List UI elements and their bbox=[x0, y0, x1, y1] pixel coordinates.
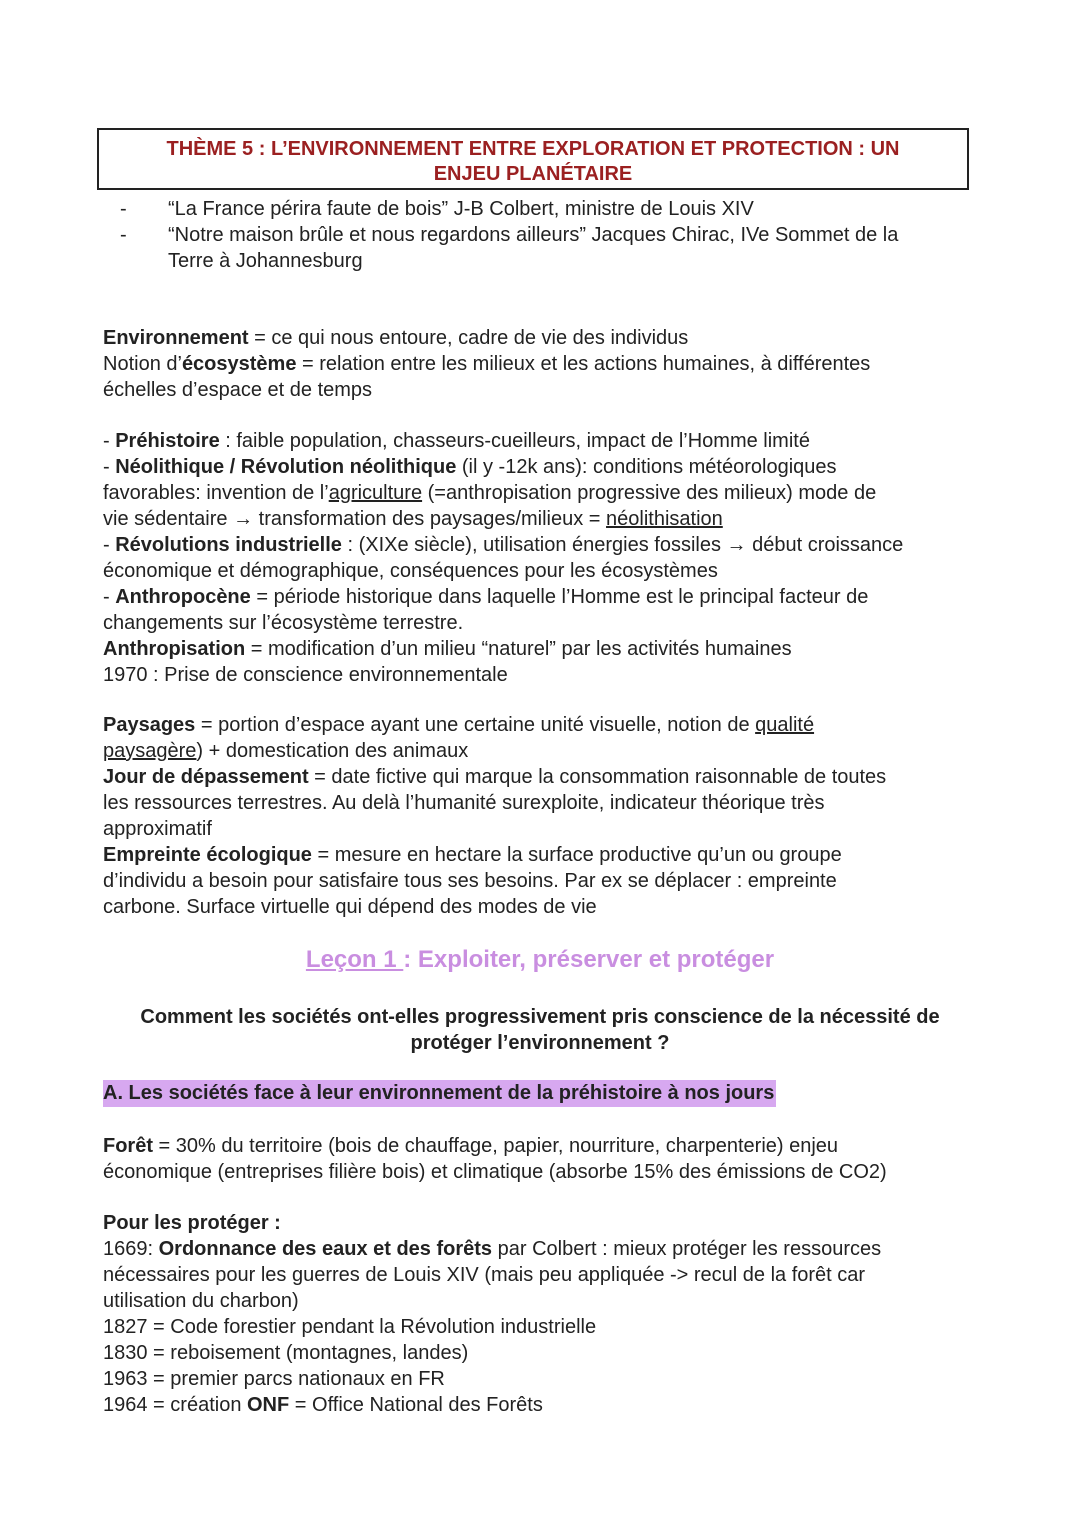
definition-environnement bbox=[103, 325, 983, 351]
term: Environnement bbox=[103, 327, 249, 349]
term: écosystème bbox=[181, 353, 297, 375]
definition-empreinte bbox=[103, 842, 983, 868]
text-line: 1970 : Prise de conscience environnementale bbox=[103, 664, 508, 686]
text-line: économique (entreprises filière bois) et climatique (absorbe 15% des émissions de CO2) bbox=[103, 1161, 887, 1183]
text-line: nécessaires pour les guerres de Louis XIV (mais peu appliquée -> recul de la forêt car bbox=[103, 1264, 866, 1286]
definition-text: = modification d’un milieu “naturel” par les activités humaines bbox=[245, 638, 792, 660]
term: Révolutions industrielle bbox=[115, 534, 342, 556]
underlined-term: paysagère bbox=[103, 740, 197, 762]
lesson-heading bbox=[0, 945, 1080, 975]
definition-text: = portion d’espace ayant une certaine unité visuelle, notion de bbox=[195, 714, 756, 736]
periods-list bbox=[103, 428, 983, 688]
text: - bbox=[103, 456, 116, 478]
text-line: utilisation du charbon) bbox=[103, 1290, 299, 1312]
period-anthropocene bbox=[103, 584, 983, 610]
term: Anthropisation bbox=[103, 638, 246, 660]
term: Forêt bbox=[103, 1135, 153, 1157]
underlined-term: agriculture bbox=[328, 482, 423, 504]
definition-ecosysteme bbox=[103, 351, 983, 377]
definition-text: : faible population, chasseurs-cueilleurs, impact de l’Homme limité bbox=[219, 430, 810, 452]
underlined-term: néolithisation bbox=[606, 508, 723, 530]
definition-text: = date fictive qui marque la consommation raisonnable de toutes bbox=[308, 766, 887, 788]
text-line: économique et démographique, conséquences pour les écosystèmes bbox=[103, 560, 718, 582]
quote-line: “La France périra faute de bois” J-B Colbert, ministre de Louis XIV bbox=[168, 198, 754, 220]
text: - bbox=[103, 430, 116, 452]
quote-line: Terre à Johannesburg bbox=[168, 250, 363, 272]
period-prehistoire bbox=[103, 428, 983, 454]
text: (=anthropisation progressive des milieux) mode de bbox=[422, 482, 877, 504]
text: favorables: invention de l’ bbox=[103, 482, 329, 504]
date-line: 1963 = premier parcs nationaux en FR bbox=[103, 1368, 445, 1390]
text: 1964 = création bbox=[103, 1394, 247, 1416]
period-revolution-industrielle bbox=[103, 532, 983, 558]
text-line: les ressources terrestres. Au delà l’humanité surexploite, indicateur théorique très bbox=[103, 792, 825, 814]
term: Ordonnance des eaux et des forêts bbox=[158, 1238, 493, 1260]
lesson-label: Leçon 1 bbox=[305, 946, 404, 973]
definitions-landscape bbox=[103, 712, 983, 920]
definition-text: échelles d’espace et de temps bbox=[103, 379, 373, 401]
definition-jour-depassement bbox=[103, 764, 983, 790]
ordonnance-line bbox=[103, 1236, 983, 1262]
text: ) + domestication des animaux bbox=[196, 740, 469, 762]
term: Préhistoire bbox=[115, 430, 220, 452]
date-line: 1830 = reboisement (montagnes, landes) bbox=[103, 1342, 469, 1364]
term: Paysages bbox=[103, 714, 196, 736]
definition-text: = mesure en hectare la surface productive qu’un ou groupe bbox=[311, 844, 842, 866]
quote-text bbox=[168, 196, 980, 222]
date-line: 1827 = Code forestier pendant la Révolution industrielle bbox=[103, 1316, 597, 1338]
text: vie sédentaire → transformation des paysages/milieux = bbox=[103, 508, 607, 530]
theme-title-line-1: THÈME 5 : L’ENVIRONNEMENT ENTRE EXPLORATION ET PROTECTION : UN bbox=[166, 138, 900, 160]
text-line bbox=[103, 506, 983, 532]
term: Néolithique / Révolution néolithique bbox=[115, 456, 457, 478]
foret-definition bbox=[103, 1133, 983, 1185]
definition-text: = période historique dans laquelle l’Homme est le principal facteur de bbox=[250, 586, 869, 608]
date-line bbox=[103, 1392, 983, 1418]
quote-item bbox=[120, 222, 980, 274]
text-line: approximatif bbox=[103, 818, 212, 840]
text-line: carbone. Surface virtuelle qui dépend des modes de vie bbox=[103, 896, 597, 918]
text-line bbox=[103, 738, 983, 764]
question-line: protéger l’environnement ? bbox=[410, 1032, 670, 1054]
quote-line: “Notre maison brûle et nous regardons ailleurs” Jacques Chirac, IVe Sommet de la bbox=[168, 224, 899, 246]
lesson-title: : Exploiter, préserver et protéger bbox=[403, 946, 775, 973]
definition-anthropisation bbox=[103, 636, 983, 662]
definition-text: : (XIXe siècle), utilisation énergies fossiles → début croissance bbox=[341, 534, 904, 556]
definition-text: par Colbert : mieux protéger les ressources bbox=[492, 1238, 882, 1260]
definition-text: = ce qui nous entoure, cadre de vie des individus bbox=[248, 327, 689, 349]
definition-text: = 30% du territoire (bois de chauffage, papier, nourriture, charpenterie) enjeu bbox=[153, 1135, 839, 1157]
protection-heading bbox=[103, 1210, 983, 1236]
protection-list bbox=[103, 1210, 983, 1418]
term: Jour de dépassement bbox=[103, 766, 309, 788]
text: 1669: bbox=[103, 1238, 159, 1260]
definition-text: (il y -12k ans): conditions météorologiques bbox=[456, 456, 837, 478]
bullet-dash: - bbox=[120, 224, 127, 246]
text-line: d’individu a besoin pour satisfaire tous ses besoins. Par ex se déplacer : empreinte bbox=[103, 870, 837, 892]
heading-text: Pour les protéger : bbox=[103, 1212, 281, 1234]
quote-item bbox=[120, 196, 980, 222]
definitions-environment bbox=[103, 325, 983, 403]
period-neolithique bbox=[103, 454, 983, 480]
underlined-term: qualité bbox=[755, 714, 815, 736]
bullet-dash: - bbox=[120, 198, 127, 220]
definition-foret bbox=[103, 1133, 983, 1159]
definition-text: = relation entre les milieux et les actions humaines, à différentes bbox=[296, 353, 871, 375]
question-line: Comment les sociétés ont-elles progressivement pris conscience de la nécessité de bbox=[140, 1006, 940, 1028]
section-a-heading: A. Les sociétés face à leur environnement de la préhistoire à nos jours bbox=[103, 1080, 776, 1107]
quotes-list bbox=[120, 196, 980, 274]
text: Notion d’ bbox=[103, 353, 182, 375]
quote-text bbox=[168, 222, 980, 274]
theme-title-line-2: ENJEU PLANÉTAIRE bbox=[433, 163, 633, 185]
theme-title-box bbox=[97, 128, 969, 190]
term: Anthropocène bbox=[115, 586, 251, 608]
definition-text: = Office National des Forêts bbox=[289, 1394, 543, 1416]
text: - bbox=[103, 586, 116, 608]
term: ONF bbox=[247, 1394, 290, 1416]
definition-paysages bbox=[103, 712, 983, 738]
text-line: changements sur l’écosystème terrestre. bbox=[103, 612, 464, 634]
problem-question bbox=[0, 1004, 1080, 1056]
text: - bbox=[103, 534, 116, 556]
term: Empreinte écologique bbox=[103, 844, 312, 866]
text-line bbox=[103, 480, 983, 506]
